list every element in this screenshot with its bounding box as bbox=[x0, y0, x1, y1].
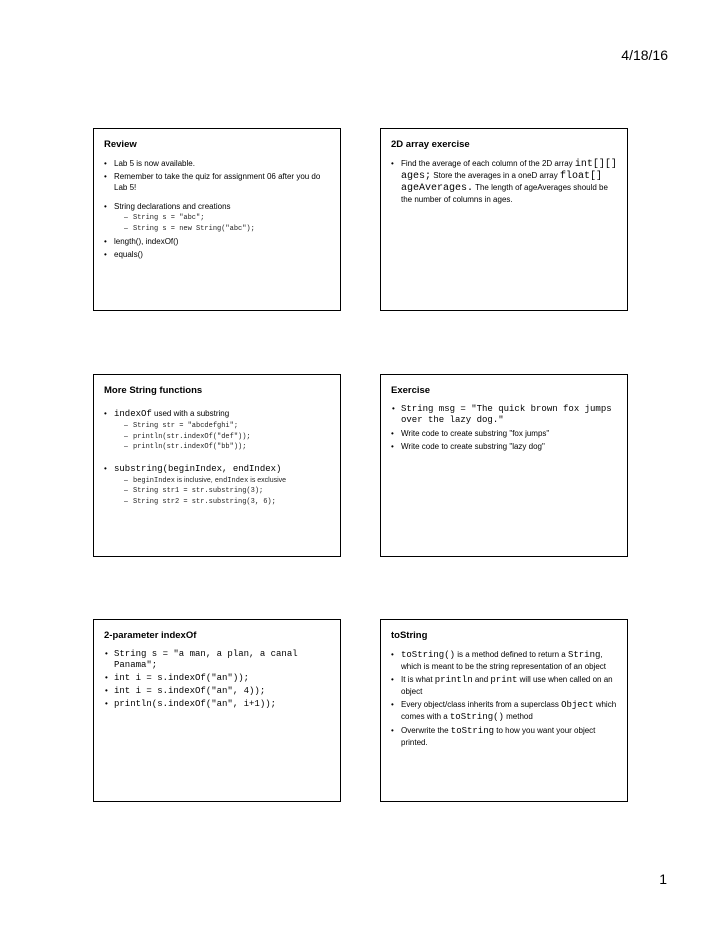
sub-list bbox=[114, 213, 330, 234]
bullet-text: Lab 5 is now available. bbox=[114, 159, 195, 168]
sub-item bbox=[124, 476, 330, 487]
sub-item: – println(str.indexOf("def")); bbox=[124, 432, 330, 443]
slide-title: 2D array exercise bbox=[391, 139, 470, 150]
bullet-text: Find the average of each column of the 2D array bbox=[401, 159, 575, 168]
code-text: endIndex bbox=[214, 476, 249, 485]
page-date: 4/18/16 bbox=[621, 47, 668, 63]
bullet-list bbox=[104, 649, 330, 710]
bullet-item bbox=[104, 158, 330, 169]
bullet-item bbox=[391, 441, 617, 452]
code-text: int[][] ages; bbox=[401, 159, 617, 182]
slide-title: More String functions bbox=[104, 385, 203, 396]
code-text: toString bbox=[450, 726, 495, 736]
bullet-item: • int i = s.indexOf("an", 4)); bbox=[104, 686, 330, 697]
bullet-text: to how you want your object printed. bbox=[401, 726, 596, 747]
bullet-text: Overwrite the bbox=[401, 726, 451, 735]
bullet-text: will use when called on an object bbox=[401, 675, 613, 696]
sub-item: – String str1 = str.substring(3); bbox=[124, 486, 330, 497]
bullet-text: String declarations and creations bbox=[114, 202, 231, 211]
bullet-text: , which is meant to be the string representation of an object bbox=[401, 650, 607, 671]
sub-text: is inclusive, bbox=[175, 476, 215, 484]
bullet-list bbox=[391, 404, 617, 452]
sub-item: – println(str.indexOf("bb")); bbox=[124, 442, 330, 453]
code-text: float[] ageAverages. bbox=[401, 171, 602, 194]
slide-exercise bbox=[380, 374, 628, 557]
bullet-item bbox=[104, 463, 330, 508]
sub-item: – String s = "abc"; bbox=[124, 213, 330, 224]
bullet-list bbox=[391, 158, 617, 205]
bullet-item bbox=[104, 408, 330, 453]
bullet-item bbox=[391, 725, 617, 748]
sub-item: – String str = "abcdefghi"; bbox=[124, 421, 330, 432]
slide-tostring bbox=[380, 619, 628, 802]
bullet-text: Write code to create substring "fox jumps" bbox=[401, 429, 550, 438]
bullet-item: • String msg = "The quick brown fox jumps over the lazy dog." bbox=[391, 404, 617, 426]
bullet-list bbox=[391, 649, 617, 748]
slide-title: toString bbox=[391, 630, 428, 641]
bullet-text: method bbox=[503, 712, 533, 721]
sub-list bbox=[114, 476, 330, 508]
slide-title: Review bbox=[104, 139, 137, 150]
bullet-text: used with a substring bbox=[151, 409, 230, 418]
bullet-list bbox=[104, 158, 330, 260]
bullet-item bbox=[391, 649, 617, 672]
slide-more-string-functions bbox=[93, 374, 341, 557]
bullet-text: Store the averages in a oneD array bbox=[431, 171, 560, 180]
bullet-text: is a method defined to return a bbox=[455, 650, 568, 659]
slide-title: 2-parameter indexOf bbox=[104, 630, 197, 641]
bullet-item bbox=[104, 249, 330, 260]
code-text: indexOf bbox=[114, 409, 152, 419]
bullet-item: • int i = s.indexOf("an")); bbox=[104, 673, 330, 684]
bullet-text: Remember to take the quiz for assignment 06 after you do Lab 5! bbox=[114, 172, 321, 192]
bullet-item bbox=[391, 158, 617, 205]
code-text: println bbox=[434, 675, 473, 685]
code-text: beginIndex bbox=[133, 476, 176, 485]
code-text: substring(beginIndex, endIndex) bbox=[114, 463, 282, 474]
sub-item: – String str2 = str.substring(3, 6); bbox=[124, 497, 330, 508]
bullet-list bbox=[104, 408, 330, 507]
bullet-text: The length of ageAverages should be the number of columns in ages. bbox=[401, 183, 608, 204]
page-number: 1 bbox=[659, 871, 667, 887]
code-text: Object bbox=[561, 700, 594, 710]
bullet-item: • println(s.indexOf("an", i+1)); bbox=[104, 699, 330, 710]
code-text: print bbox=[490, 675, 518, 685]
bullet-item bbox=[104, 201, 330, 234]
bullet-text: equals() bbox=[114, 250, 143, 259]
slide-2-parameter-indexof bbox=[93, 619, 341, 802]
bullet-item bbox=[391, 674, 617, 697]
sub-text: is exclusive bbox=[248, 476, 287, 484]
slide-title: Exercise bbox=[391, 385, 431, 396]
bullet-text: and bbox=[472, 675, 491, 684]
sub-list bbox=[114, 421, 330, 453]
code-text: String bbox=[567, 650, 601, 660]
bullet-text: Write code to create substring "lazy dog" bbox=[401, 442, 545, 451]
sub-item: – String s = new String("abc"); bbox=[124, 224, 330, 235]
bullet-item: • String s = "a man, a plan, a canal Panama"; bbox=[104, 649, 330, 671]
bullet-text: which comes with a bbox=[401, 700, 617, 721]
code-text: toString() bbox=[401, 650, 456, 660]
bullet-text: length(), indexOf() bbox=[114, 237, 179, 246]
code-text: toString() bbox=[449, 712, 504, 722]
slide-2d-array-exercise bbox=[380, 128, 628, 311]
bullet-text: Every object/class inherits from a superclass bbox=[401, 700, 562, 709]
bullet-item bbox=[104, 236, 330, 247]
bullet-item bbox=[391, 428, 617, 439]
bullet-item bbox=[391, 699, 617, 723]
slide-review bbox=[93, 128, 341, 311]
bullet-item bbox=[104, 171, 330, 193]
bullet-text: It is what bbox=[401, 675, 435, 684]
